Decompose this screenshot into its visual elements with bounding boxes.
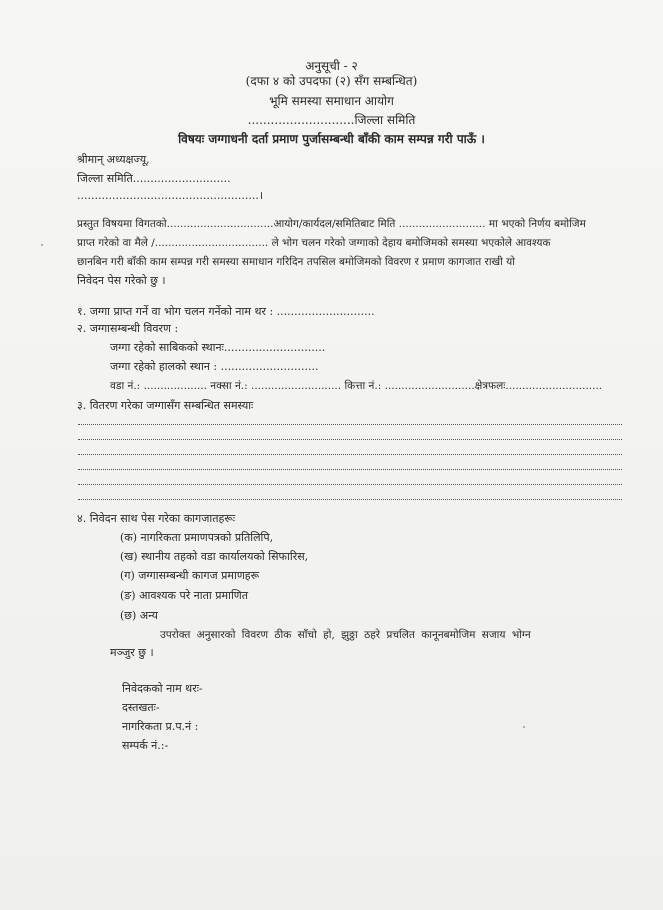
item-2-current-location: जग्गा रहेको हालको स्थान : ............................ (110, 360, 319, 373)
problem-line (78, 484, 622, 485)
subject-line: विषयः जग्गाधनी दर्ता प्रमाण पुर्जासम्बन्धी बाँकी काम सम्पन्न गरी पाऊँ । (178, 132, 485, 146)
document-list-item: (छ) अन्य (120, 609, 158, 622)
item-2-previous-location: जग्गा रहेको साबिकको स्थानः............................. (110, 341, 326, 354)
declaration-line-2: मञ्जुर छु । (110, 646, 154, 659)
document-list-item: (ख) स्थानीय तहको वडा कार्यालयको सिफारिस, (120, 550, 309, 563)
body-line-1: प्रस्तुत विषयमा विगतको................................आयोग/कार्यदल/समितिबाट मिति .......................... मा भएको निर्णय बमोजिम (77, 218, 586, 230)
body-line-3: छानबिन गरी बाँकी काम सम्पन्न गरी समस्या समाधान गरिदिन तपसिल बमोजिमको विवरण र प्रमाण कागजात राखी यो (77, 256, 515, 268)
address-committee: जिल्ला समिति............................ (77, 172, 231, 185)
item-2: २. जग्गासम्बन्धी विवरण : (77, 322, 179, 335)
problem-line (78, 424, 622, 425)
contact-number: सम्पर्क नं.:- (122, 739, 169, 752)
district-committee: ............................जिल्ला समिति (247, 113, 416, 127)
declaration-line-1: उपरोक्त अनुसारको विवरण ठीक साँचो हो, झुठ्ठा ठहरे प्रचलित कानूनबमोजिम सजाय भोग्न (160, 629, 531, 641)
salutation: श्रीमान् अध्यक्षज्यू, (77, 153, 150, 166)
document-list-item: (क) नागरिकता प्रमाणपत्रको प्रतिलिपि, (120, 531, 274, 544)
problem-line (78, 469, 622, 470)
item-3: ३. वितरण गरेका जग्गासँग सम्बन्धित समस्याः (77, 399, 254, 412)
schedule-heading: अनुसूची - २ (305, 59, 358, 73)
scan-speck (41, 244, 43, 246)
problem-line (78, 499, 622, 500)
citizenship-number: नागरिकता प्र.प.नं : (122, 720, 199, 733)
body-line-2: प्राप्त गरेको वा मैले /.................................. ले भोग चलन गरेको जग्गाको देहाय बमोजिमको समस्या भएकोले आवश्यक (77, 237, 551, 249)
item-4: ४. निवेदन साथ पेस गरेका कागजातहरूः (77, 512, 236, 525)
scan-speck (523, 726, 525, 728)
document-list-item: (ङ) आवश्यक परे नाता प्रमाणित (120, 589, 249, 602)
clause-reference: (दफा ४ को उपदफा (२) सँग सम्बन्धित) (245, 74, 418, 88)
commission-name: भूमि समस्या समाधान आयोग (269, 94, 394, 108)
applicant-signature: दस्तखतः- (122, 701, 160, 714)
body-line-4: निवेदन पेस गरेको छु । (77, 274, 166, 287)
item-2-plot-details: वडा नं.: ................... नक्सा नं.: ........................... कित्ता नं.: ...........................क्षेत्रफलः............................. (110, 380, 603, 392)
problem-line (78, 439, 622, 440)
document-list-item: (ग) जग्गासम्बन्धी कागज प्रमाणहरू (120, 569, 260, 582)
address-blank: ....................................................। (77, 189, 263, 202)
problem-line (78, 454, 622, 455)
applicant-name: निवेदकको नाम थरः- (122, 682, 203, 695)
item-1: १. जग्गा प्राप्त गर्ने वा भोग चलन गर्नेको नाम थर : ............................ (77, 305, 375, 318)
